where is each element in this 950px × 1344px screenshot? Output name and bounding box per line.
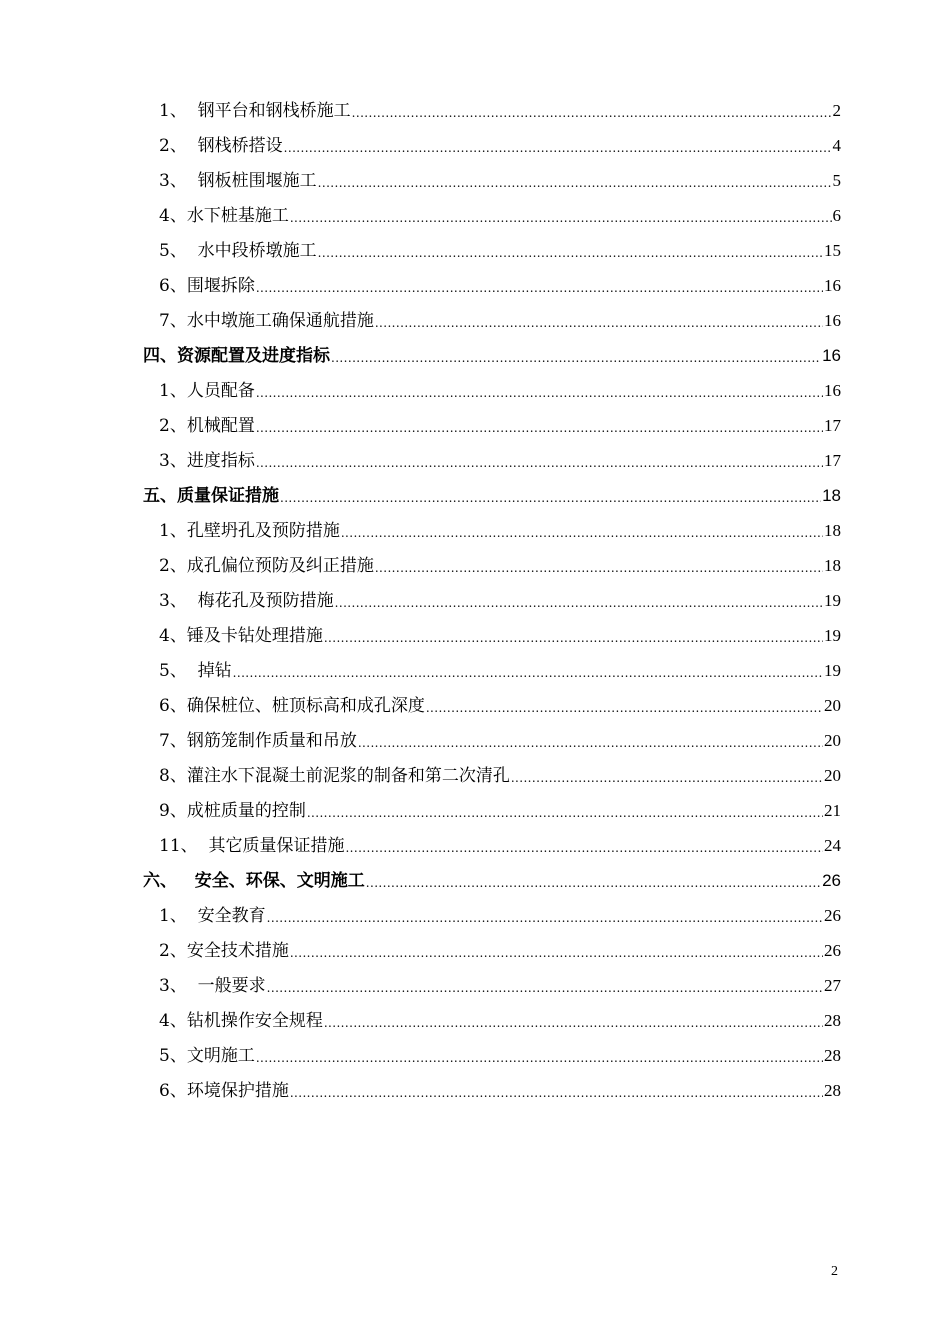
toc-section-entry[interactable]	[143, 856, 841, 891]
toc-entry-page-number: 19	[824, 591, 841, 610]
toc-subsection-entry[interactable]	[143, 1031, 841, 1066]
toc-subsection-entry[interactable]	[143, 86, 841, 121]
toc-entry-title: 确保桩位、桩顶标高和成孔深度	[186, 696, 425, 716]
toc-entry-number: 5、	[159, 661, 187, 681]
toc-subsection-entry[interactable]	[143, 191, 841, 226]
toc-entry-title: 水中墩施工确保通航措施	[186, 311, 374, 331]
toc-section-entry[interactable]	[143, 331, 841, 366]
toc-entry-title: 钢平台和钢栈桥施工	[186, 101, 351, 121]
toc-entry-number: 六、	[143, 871, 177, 891]
toc-entry-number: 2、	[159, 416, 187, 436]
toc-subsection-entry[interactable]	[143, 226, 841, 261]
toc-entry-page-number: 16	[824, 276, 841, 295]
toc-entry-page-number: 21	[824, 801, 841, 820]
toc-entry-title: 其它质量保证措施	[197, 836, 345, 856]
toc-entry-page-number: 17	[824, 416, 841, 435]
toc-dot-leader	[318, 241, 823, 261]
toc-entry-number: 3、	[159, 591, 187, 611]
toc-entry-number: 6、	[159, 1081, 187, 1101]
toc-entry-title: 进度指标	[186, 451, 255, 471]
toc-dot-leader	[375, 311, 823, 331]
toc-entry-number: 1、	[159, 101, 187, 121]
toc-entry-number: 1、	[159, 521, 187, 541]
toc-subsection-entry[interactable]	[143, 891, 841, 926]
toc-subsection-entry[interactable]	[143, 261, 841, 296]
toc-entry-page-number: 26	[824, 906, 841, 925]
toc-entry-number: 5、	[159, 241, 187, 261]
toc-dot-leader	[290, 1081, 823, 1101]
toc-entry-title: 锤及卡钻处理措施	[186, 626, 323, 646]
toc-subsection-entry[interactable]	[143, 576, 841, 611]
toc-entry-title: 人员配备	[186, 381, 255, 401]
toc-entry-page-number: 20	[824, 731, 841, 750]
toc-dot-leader	[256, 381, 823, 401]
toc-subsection-entry[interactable]	[143, 156, 841, 191]
toc-entry-title: 梅花孔及预防措施	[186, 591, 334, 611]
toc-dot-leader	[324, 626, 823, 646]
toc-dot-leader	[284, 136, 832, 156]
toc-entry-page-number: 6	[832, 206, 841, 225]
toc-entry-number: 11、	[159, 836, 198, 856]
toc-subsection-entry[interactable]	[143, 821, 841, 856]
toc-entry-title: 钻机操作安全规程	[186, 1011, 323, 1031]
toc-dot-leader	[280, 486, 821, 506]
toc-subsection-entry[interactable]	[143, 506, 841, 541]
toc-entry-page-number: 2	[832, 101, 841, 120]
toc-entry-number: 7、	[159, 731, 187, 751]
toc-subsection-entry[interactable]	[143, 436, 841, 471]
toc-entry-title: 成孔偏位预防及纠正措施	[186, 556, 374, 576]
toc-entry-page-number: 24	[824, 836, 841, 855]
toc-dot-leader	[290, 206, 832, 226]
toc-dot-leader	[426, 696, 823, 716]
toc-entry-number: 四、	[143, 346, 177, 366]
toc-dot-leader	[341, 521, 823, 541]
toc-entry-number: 3、	[159, 451, 187, 471]
toc-entry-page-number: 16	[824, 381, 841, 400]
toc-dot-leader	[366, 871, 821, 891]
toc-dot-leader	[256, 451, 823, 471]
toc-dot-leader	[256, 1046, 823, 1066]
toc-dot-leader	[290, 941, 823, 961]
toc-dot-leader	[267, 976, 823, 996]
toc-entry-title: 一般要求	[186, 976, 266, 996]
toc-entry-page-number: 17	[824, 451, 841, 470]
toc-dot-leader	[331, 346, 821, 366]
toc-entry-title: 环境保护措施	[186, 1081, 289, 1101]
toc-entry-title: 钢筋笼制作质量和吊放	[186, 731, 357, 751]
toc-entry-page-number: 16	[824, 311, 841, 330]
toc-entry-page-number: 26	[822, 871, 841, 890]
toc-entry-number: 1、	[159, 906, 187, 926]
toc-subsection-entry[interactable]	[143, 366, 841, 401]
toc-subsection-entry[interactable]	[143, 541, 841, 576]
toc-entry-page-number: 19	[824, 626, 841, 645]
toc-subsection-entry[interactable]	[143, 681, 841, 716]
toc-entry-page-number: 18	[824, 556, 841, 575]
toc-entry-number: 3、	[159, 976, 187, 996]
toc-subsection-entry[interactable]	[143, 121, 841, 156]
toc-dot-leader	[318, 171, 832, 191]
toc-entry-title: 安全教育	[186, 906, 266, 926]
toc-dot-leader	[358, 731, 823, 751]
toc-entry-title: 文明施工	[186, 1046, 255, 1066]
toc-entry-title: 资源配置及进度指标	[177, 346, 330, 366]
toc-subsection-entry[interactable]	[143, 961, 841, 996]
toc-dot-leader	[352, 101, 832, 121]
toc-entry-number: 9、	[159, 801, 187, 821]
toc-subsection-entry[interactable]	[143, 786, 841, 821]
toc-entry-number: 4、	[159, 206, 187, 226]
toc-entry-page-number: 20	[824, 766, 841, 785]
toc-entry-page-number: 18	[822, 486, 841, 505]
toc-subsection-entry[interactable]	[143, 751, 841, 786]
toc-entry-page-number: 4	[832, 136, 841, 155]
toc-entry-title: 灌注水下混凝土前泥浆的制备和第二次清孔	[186, 766, 510, 786]
toc-entry-title: 钢板桩围堰施工	[186, 171, 317, 191]
toc-entry-number: 3、	[159, 171, 187, 191]
toc-dot-leader	[335, 591, 823, 611]
toc-entry-number: 2、	[159, 136, 187, 156]
toc-entry-title: 质量保证措施	[177, 486, 279, 506]
toc-subsection-entry[interactable]	[143, 716, 841, 751]
toc-subsection-entry[interactable]	[143, 926, 841, 961]
toc-dot-leader	[375, 556, 823, 576]
toc-entry-title: 围堰拆除	[186, 276, 255, 296]
toc-dot-leader	[345, 836, 823, 856]
toc-subsection-entry[interactable]	[143, 296, 841, 331]
toc-section-entry[interactable]	[143, 471, 841, 506]
toc-entry-title: 水下桩基施工	[186, 206, 289, 226]
toc-entry-number: 6、	[159, 276, 187, 296]
toc-dot-leader	[324, 1011, 823, 1031]
toc-entry-number: 8、	[159, 766, 187, 786]
toc-dot-leader	[256, 276, 823, 296]
toc-entry-page-number: 15	[824, 241, 841, 260]
toc-entry-page-number: 20	[824, 696, 841, 715]
toc-entry-number: 4、	[159, 1011, 187, 1031]
toc-entry-number: 2、	[159, 556, 187, 576]
table-of-contents	[143, 86, 841, 1101]
toc-dot-leader	[267, 906, 823, 926]
toc-subsection-entry[interactable]	[143, 646, 841, 681]
toc-subsection-entry[interactable]	[143, 1066, 841, 1101]
toc-entry-number: 6、	[159, 696, 187, 716]
toc-entry-page-number: 28	[824, 1046, 841, 1065]
toc-entry-page-number: 18	[824, 521, 841, 540]
toc-dot-leader	[233, 661, 823, 681]
toc-entry-number: 五、	[143, 486, 177, 506]
toc-entry-page-number: 16	[822, 346, 841, 365]
toc-dot-leader	[511, 766, 823, 786]
toc-entry-number: 4、	[159, 626, 187, 646]
toc-entry-page-number: 26	[824, 941, 841, 960]
toc-entry-page-number: 5	[832, 171, 841, 190]
toc-entry-title: 机械配置	[186, 416, 255, 436]
toc-entry-title: 安全、环保、文明施工	[177, 871, 365, 891]
toc-entry-title: 掉钻	[186, 661, 232, 681]
toc-entry-title: 水中段桥墩施工	[186, 241, 317, 261]
toc-dot-leader	[256, 416, 823, 436]
toc-subsection-entry[interactable]	[143, 611, 841, 646]
toc-entry-title: 孔壁坍孔及预防措施	[186, 521, 340, 541]
toc-entry-page-number: 19	[824, 661, 841, 680]
toc-entry-number: 5、	[159, 1046, 187, 1066]
toc-entry-number: 1、	[159, 381, 187, 401]
toc-entry-page-number: 28	[824, 1011, 841, 1030]
toc-entry-title: 钢栈桥搭设	[186, 136, 283, 156]
toc-subsection-entry[interactable]	[143, 996, 841, 1031]
toc-dot-leader	[307, 801, 823, 821]
toc-entry-number: 7、	[159, 311, 187, 331]
toc-entry-title: 安全技术措施	[186, 941, 289, 961]
toc-entry-page-number: 27	[824, 976, 841, 995]
page-number: 2	[831, 1264, 838, 1279]
toc-entry-page-number: 28	[824, 1081, 841, 1100]
toc-entry-number: 2、	[159, 941, 187, 961]
toc-subsection-entry[interactable]	[143, 401, 841, 436]
toc-entry-title: 成桩质量的控制	[186, 801, 306, 821]
